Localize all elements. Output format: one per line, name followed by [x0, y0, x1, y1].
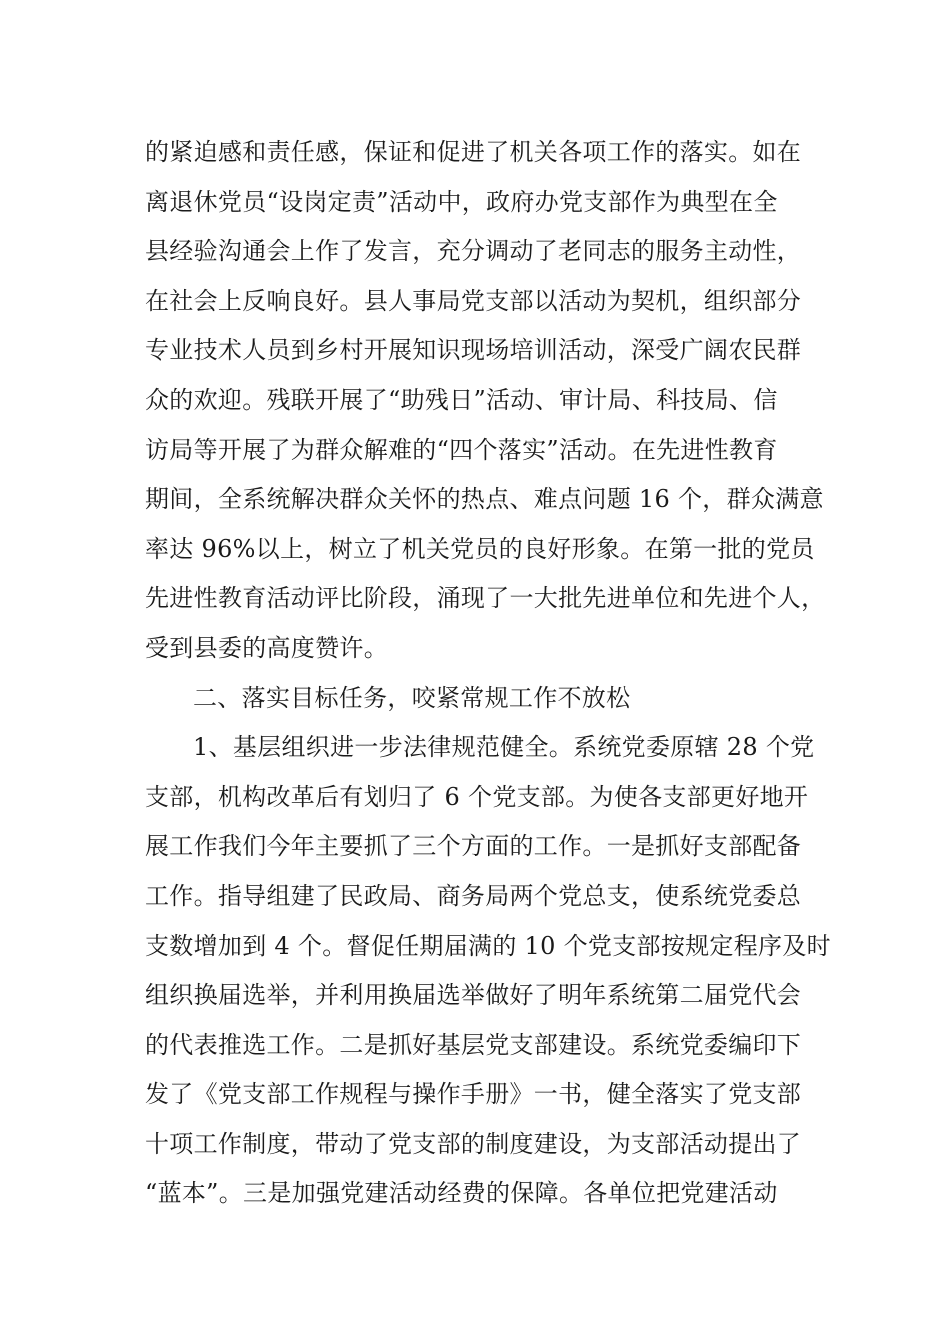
- text-line: 的紧迫感和责任感，保证和促进了机关各项工作的落实。如在: [145, 138, 802, 166]
- text-line: 十项工作制度，带动了党支部的制度建设，为支部活动提出了: [145, 1129, 802, 1158]
- text-line: 支数增加到 4 个。督促任期届满的 10 个党支部按规定程序及时: [145, 931, 831, 960]
- text-line: 组织换届选举，并利用换届选举做好了明年系统第二届党代会: [145, 981, 802, 1010]
- body-text: [145, 128, 831, 1219]
- text-line: 先进性教育活动评比阶段，涌现了一大批先进单位和先进个人，: [145, 584, 826, 613]
- text-line: 发了《党支部工作规程与操作手册》一书，健全落实了党支部: [145, 1080, 802, 1109]
- text-line: 率达 96%以上，树立了机关党员的良好形象。在第一批的党员: [145, 534, 815, 563]
- text-line: 期间，全系统解决群众关怀的热点、难点问题 16 个，群众满意: [145, 485, 824, 514]
- text-line: 支部，机构改革后有划归了 6 个党支部。为使各支部更好地开: [145, 782, 809, 811]
- text-line: 县经验沟通会上作了发言，充分调动了老同志的服务主动性，: [145, 237, 802, 266]
- text-line: 离退休党员“设岗定责”活动中，政府办党支部作为典型在全: [145, 187, 778, 216]
- text-line: 的代表推选工作。二是抓好基层党支部建设。系统党委编印下: [145, 1030, 802, 1059]
- text-line: 专业技术人员到乡村开展知识现场培训活动，深受广阔农民群: [145, 336, 802, 365]
- text-line: 展工作我们今年主要抓了三个方面的工作。一是抓好支部配备: [145, 832, 802, 861]
- text-line: 在社会上反响良好。县人事局党支部以活动为契机，组织部分: [145, 286, 802, 315]
- text-line: “蓝本”。三是加强党建活动经费的保障。各单位把党建活动: [145, 1179, 778, 1208]
- text-line: 受到县委的高度赞许。: [145, 633, 388, 662]
- text-line: 1、基层组织进一步法律规范健全。系统党委原辖 28 个党: [193, 733, 815, 762]
- section-heading: 二、落实目标任务，咬紧常规工作不放松: [193, 683, 631, 712]
- text-line: 工作。指导组建了民政局、商务局两个党总支，使系统党委总: [145, 881, 802, 910]
- text-line: 访局等开展了为群众解难的“四个落实”活动。在先进性教育: [145, 435, 778, 464]
- text-line: 众的欢迎。残联开展了“助残日”活动、审计局、科技局、信: [145, 385, 778, 414]
